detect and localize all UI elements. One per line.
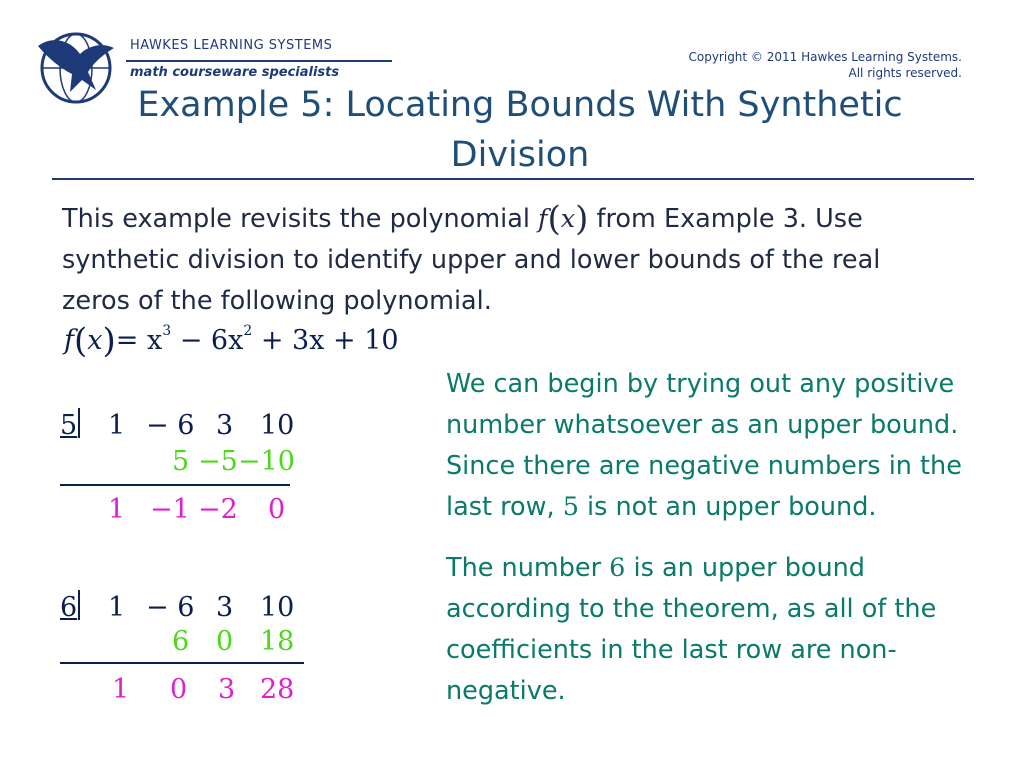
intro-line2: synthetic division to identify upper and lower bounds of the real bbox=[62, 245, 881, 275]
note-upper-bound-5 bbox=[446, 364, 1016, 528]
note1-line1: We can begin by trying out any positive bbox=[446, 369, 955, 399]
note2-line3: coefficients in the last row are non- bbox=[446, 635, 897, 665]
eq-exp-2: 2 bbox=[243, 323, 253, 339]
note1-text: last row, bbox=[446, 492, 563, 522]
result-4: 28 bbox=[260, 674, 295, 705]
slide-title bbox=[120, 80, 920, 180]
product-3: −10 bbox=[238, 446, 295, 477]
product-1: 5 bbox=[172, 446, 190, 477]
division-bracket bbox=[78, 590, 80, 620]
note1-line3: Since there are negative numbers in the bbox=[446, 451, 962, 481]
copyright-line: Copyright © 2011 Hawkes Learning Systems. bbox=[688, 50, 962, 64]
coef-1: 1 bbox=[108, 592, 126, 623]
polynomial-equation: $f(x)= x^3 - 6x^2 + 3x + 10$ bbox=[64, 321, 399, 361]
coef-2: − 6 bbox=[146, 592, 195, 623]
result-1: 1 bbox=[108, 494, 126, 525]
note1-line4 bbox=[446, 487, 1016, 528]
eq-x: x bbox=[87, 325, 103, 356]
note2-number: 6 bbox=[609, 553, 626, 583]
note2-text: The number bbox=[446, 553, 610, 583]
divisor-5: 5 bbox=[60, 410, 78, 441]
eq-term-x2: − 6x bbox=[171, 325, 244, 356]
eq-term-rest: + 3x + 10 bbox=[252, 325, 399, 356]
eq-f: f bbox=[64, 325, 74, 356]
coef-3: 3 bbox=[216, 592, 234, 623]
brand-divider bbox=[126, 60, 392, 62]
divisor-6: 6 bbox=[60, 592, 78, 623]
division-line bbox=[60, 484, 290, 486]
result-3: −2 bbox=[198, 494, 238, 525]
note2-text-2: is an upper bound bbox=[625, 553, 865, 583]
coef-3: 3 bbox=[216, 410, 234, 441]
intro-paragraph bbox=[62, 196, 982, 322]
note2-line1 bbox=[446, 548, 1016, 589]
division-bracket bbox=[78, 408, 80, 438]
brand-tagline: math courseware specialists bbox=[130, 65, 340, 80]
rights-line: All rights reserved. bbox=[848, 66, 962, 80]
result-2: 0 bbox=[170, 674, 188, 705]
intro-text-2: from Example 3. Use bbox=[588, 204, 863, 234]
note1-text-2: is not an upper bound. bbox=[578, 492, 877, 522]
note1-number: 5 bbox=[562, 492, 579, 522]
eagle-globe-logo-icon bbox=[34, 28, 118, 104]
slide-title-line1: Example 5: Locating Bounds With Synthetic bbox=[137, 85, 903, 125]
slide-title-line2: Division bbox=[450, 135, 590, 175]
brand-name: HAWKES LEARNING SYSTEMS bbox=[130, 38, 333, 53]
result-4: 0 bbox=[268, 494, 286, 525]
division-line bbox=[60, 662, 304, 664]
result-2: −1 bbox=[150, 494, 190, 525]
copyright-notice bbox=[688, 49, 962, 81]
note2-line4: negative. bbox=[446, 676, 566, 706]
title-divider bbox=[52, 178, 974, 180]
product-3: 18 bbox=[260, 626, 295, 657]
coef-4: 10 bbox=[260, 592, 295, 623]
intro-text: This example revisits the polynomial bbox=[62, 204, 539, 234]
coef-1: 1 bbox=[108, 410, 126, 441]
intro-line1: This example revisits the polynomial f(x) from Example 3. Use bbox=[62, 199, 863, 239]
product-1: 6 bbox=[172, 626, 190, 657]
product-2: 0 bbox=[216, 626, 234, 657]
result-3: 3 bbox=[218, 674, 236, 705]
product-2: −5 bbox=[198, 446, 238, 477]
fx-x: x bbox=[560, 204, 576, 234]
result-1: 1 bbox=[112, 674, 130, 705]
note2-line2: according to the theorem, as all of the bbox=[446, 594, 937, 624]
intro-line3: zeros of the following polynomial. bbox=[62, 286, 492, 316]
fx-f: f bbox=[538, 204, 548, 234]
eq-exp-3: 3 bbox=[162, 323, 172, 339]
note-upper-bound-6 bbox=[446, 548, 1016, 712]
coef-2: − 6 bbox=[146, 410, 195, 441]
coef-4: 10 bbox=[260, 410, 295, 441]
eq-term-x3: = x bbox=[115, 325, 163, 356]
note1-line2: number whatsoever as an upper bound. bbox=[446, 410, 959, 440]
